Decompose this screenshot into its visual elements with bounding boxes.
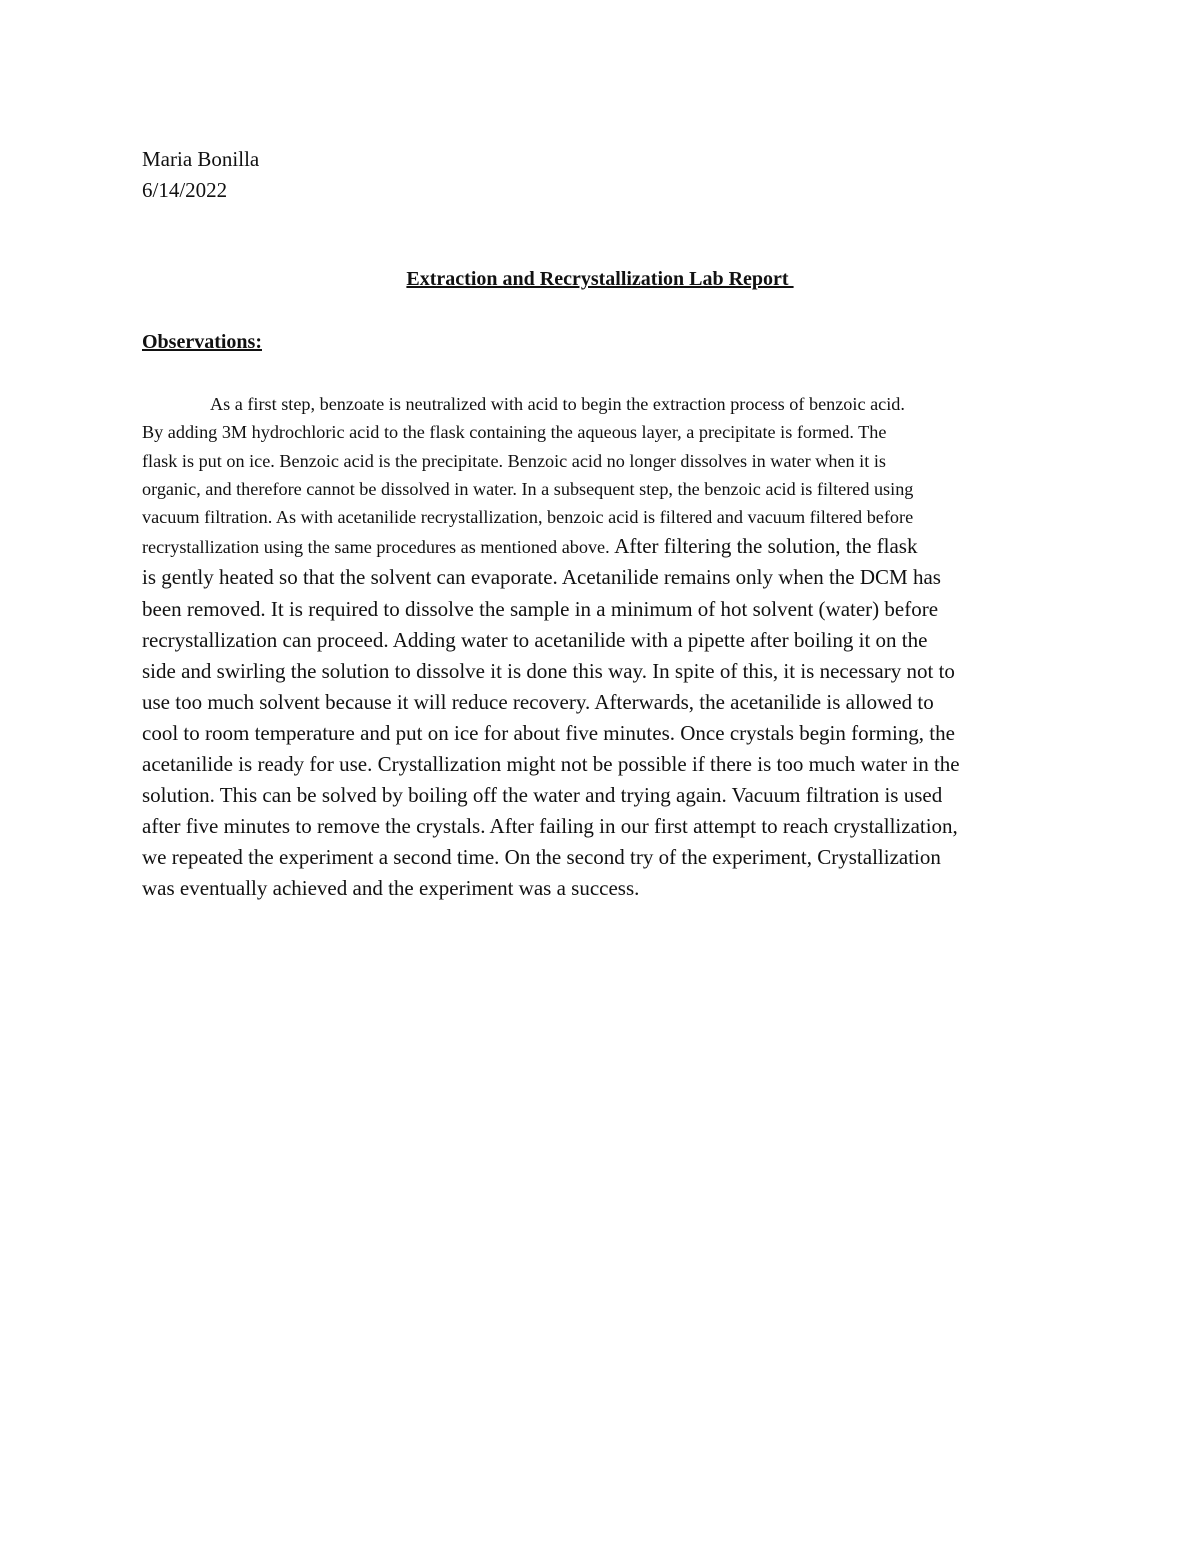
paragraph-line: vacuum filtration. As with acetanilide recrystallization, benzoic acid is filtered and vacuum filtered before — [142, 507, 914, 528]
paragraph-line: organic, and therefore cannot be dissolved in water. In a subsequent step, the benzoic acid is filtered using — [142, 478, 914, 499]
observations-paragraph — [142, 390, 1064, 905]
paragraph-line: By adding 3M hydrochloric acid to the flask containing the aqueous layer, a precipitate is formed. The — [142, 422, 887, 443]
paragraph-line: we repeated the experiment a second time. On the second try of the experiment, Crystallization — [142, 845, 941, 870]
paragraph-line: was eventually achieved and the experiment was a success. — [142, 876, 640, 901]
paragraph-line: is gently heated so that the solvent can evaporate. Acetanilide remains only when the DCM has — [142, 565, 941, 590]
report-title: Extraction and Recrystallization Lab Report — [406, 268, 794, 290]
paragraph-line: cool to room temperature and put on ice for about five minutes. Once crystals begin forming, the — [142, 720, 955, 745]
paragraph-line: flask is put on ice. Benzoic acid is the precipitate. Benzoic acid no longer dissolves in water when it is — [142, 450, 886, 471]
author-name: Maria Bonilla — [142, 147, 260, 171]
paragraph-line: use too much solvent because it will reduce recovery. Afterwards, the acetanilide is allowed to — [142, 689, 934, 714]
paragraph-line: acetanilide is ready for use. Crystallization might not be possible if there is too much water in the — [142, 752, 960, 777]
paragraph-line-mixed — [142, 531, 1064, 562]
paragraph-line: after five minutes to remove the crystals. After failing in our first attempt to reach crystallization, — [142, 814, 958, 839]
paragraph-line: been removed. It is required to dissolve the sample in a minimum of hot solvent (water) before — [142, 596, 939, 621]
paragraph-line: solution. This can be solved by boiling off the water and trying again. Vacuum filtration is used — [142, 783, 943, 808]
paragraph-line-run: recrystallization using the same procedures as mentioned above. — [142, 537, 615, 558]
observations-heading: Observations: — [142, 331, 262, 353]
paragraph-line: recrystallization can proceed. Adding water to acetanilide with a pipette after boiling it on the — [142, 627, 928, 652]
paragraph-line: As a first step, benzoate is neutralized with acid to begin the extraction process of benzoic acid. — [210, 394, 905, 414]
paragraph-line-run: After filtering the solution, the flask — [614, 534, 918, 559]
paragraph-line: side and swirling the solution to dissolve it is done this way. In spite of this, it is necessary not to — [142, 658, 955, 683]
document-date: 6/14/2022 — [142, 178, 228, 202]
document-header — [142, 144, 259, 206]
